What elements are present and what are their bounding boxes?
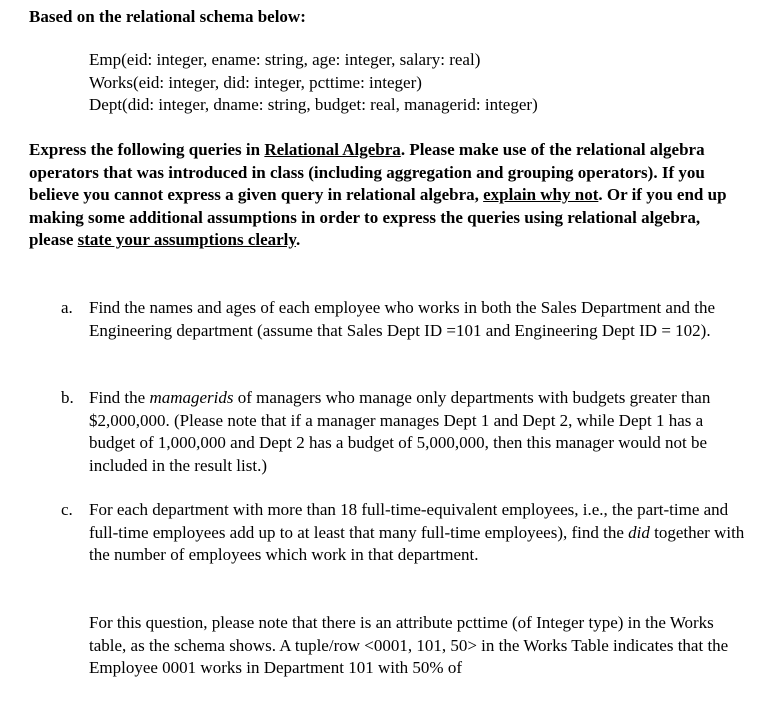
instructions-part2: . Please make use of the relational algebra operators that was introduced in class (including aggregation and grouping operators). If you believe you cannot express a given query in relational algebra,	[29, 140, 705, 204]
instructions	[29, 139, 734, 252]
question-c-post: together with the number of employees which work in that department.	[89, 522, 745, 564]
schema-emp: Emp(eid: integer, ename: string, age: integer, salary: real)	[89, 50, 481, 69]
question-b-text	[89, 387, 749, 477]
state-assumptions-underlined: state your assumptions clearly	[77, 230, 296, 249]
question-c-pre: For each department with more than 18 full-time-equivalent employees, i.e., the part-time and full-time employees add up to at least that many full-time employees), find the	[89, 500, 729, 542]
heading: Based on the relational schema below:	[29, 7, 306, 26]
schema-dept: Dept(did: integer, dname: string, budget: real, managerid: integer)	[89, 95, 538, 114]
question-c-letter: c.	[61, 500, 73, 519]
instructions-part3: . Or if you end up making some additional assumptions in order to express the queries using relational algebra, please	[29, 185, 727, 249]
question-b-post: of managers who manage only departments with budgets greater than $2,000,000. (Please note that if a manager manages Dept 1 and Dept 2, while Dept 1 has a budget of 1,000,000 and Dept 2 has a budget of 5,000,000, then this manager would not be included in the result list.)	[89, 388, 711, 475]
question-b-letter: b.	[61, 388, 74, 407]
question-c-italic: did	[628, 522, 650, 542]
explain-why-not-underlined: explain why not	[483, 185, 599, 204]
question-b-italic: mamagerids	[149, 388, 234, 407]
instructions-part1: Express the following queries in	[29, 140, 265, 159]
question-a-text: Find the names and ages of each employee who works in both the Sales Department and the Engineering department (assume that Sales Dept ID =101 and Engineering Dept ID = 102).	[89, 298, 715, 340]
schema-block	[89, 49, 538, 117]
relational-algebra-underlined: Relational Algebra	[264, 140, 401, 159]
schema-works: Works(eid: integer, did: integer, pcttime: integer)	[89, 72, 422, 92]
question-a-letter: a.	[61, 298, 73, 317]
question-c-text	[89, 499, 749, 567]
question-b-pre: Find the	[89, 388, 150, 407]
question-c-note: For this question, please note that there is an attribute pcttime (of Integer type) in the Works table, as the schema shows. A tuple/row <0001, 101, 50> in the Works Table indicates that the Employee 0001 works in Department 101 with 50% of	[89, 613, 729, 677]
instructions-part4: .	[295, 230, 301, 249]
